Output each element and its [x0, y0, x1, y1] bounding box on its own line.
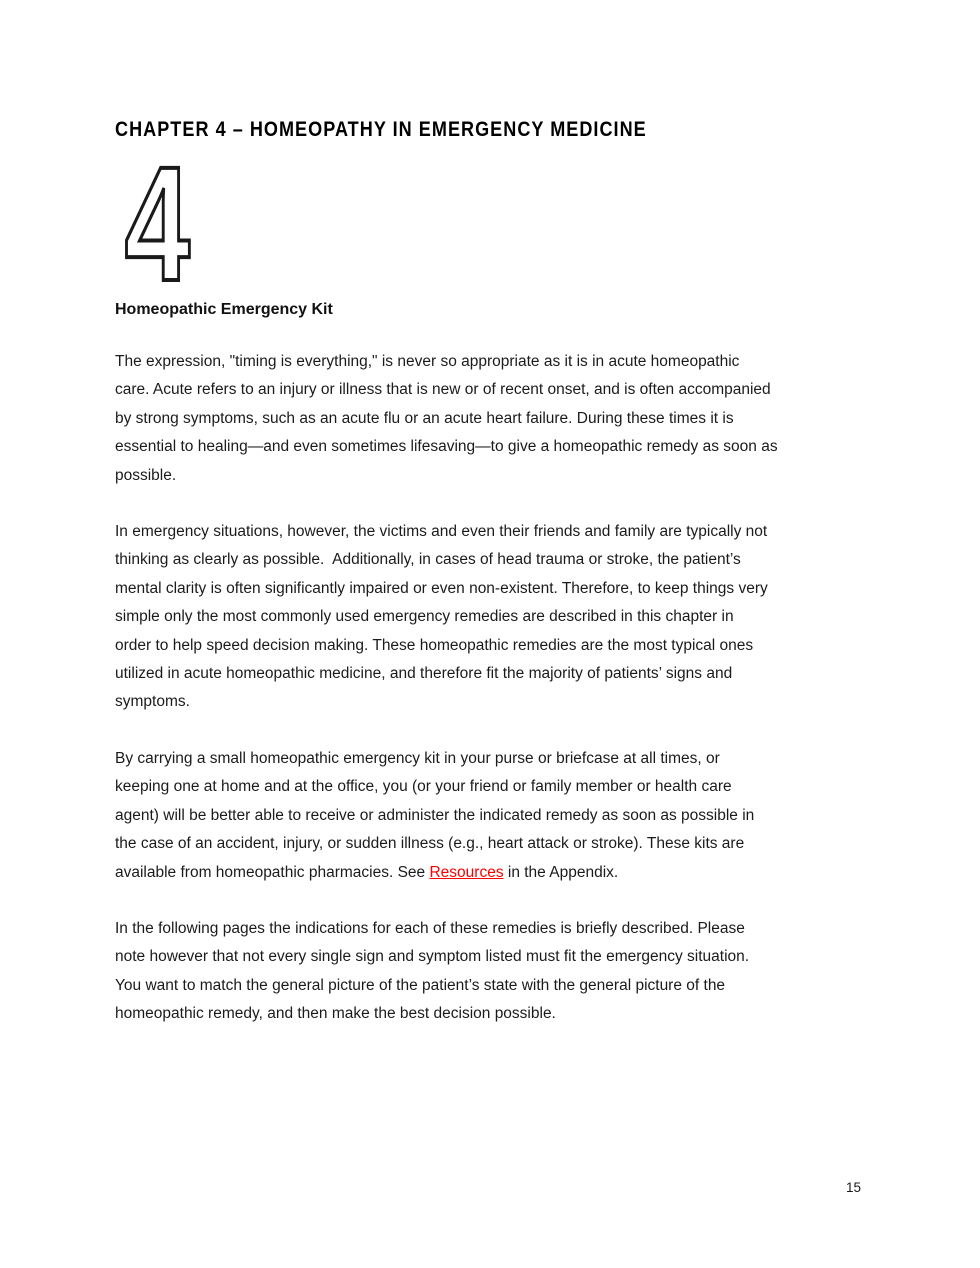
- text-line: the case of an accident, injury, or sudden illness (e.g., heart attack or stroke). These kits are: [115, 835, 745, 853]
- resources-link[interactable]: Resources: [429, 863, 504, 881]
- body-paragraphs: [115, 348, 867, 1029]
- text-line: order to help speed decision making. These homeopathic remedies are the most typical ones: [115, 636, 754, 654]
- paragraph-4: [115, 915, 867, 1029]
- chapter-numeral: [112, 162, 867, 284]
- text-line: thinking as clearly as possible. Additionally, in cases of head trauma or stroke, the patient’s: [115, 551, 741, 569]
- text-line: available from homeopathic pharmacies. See Resources in the Appendix.: [115, 863, 619, 881]
- section-subheading: Homeopathic Emergency Kit: [115, 301, 333, 318]
- outlined-numeral-graphic: [112, 162, 206, 284]
- text-line: utilized in acute homeopathic medicine, and therefore fit the majority of patients’ signs and: [115, 665, 733, 683]
- text-line: In the following pages the indications for each of these remedies is briefly described. Please: [115, 919, 745, 937]
- text-line: essential to healing—and even sometimes lifesaving—to give a homeopathic remedy as soon as: [115, 438, 778, 456]
- text-line: possible.: [115, 466, 177, 484]
- text-line: mental clarity is often significantly impaired or even non-existent. Therefore, to keep things very: [115, 579, 768, 597]
- page-number: 15: [846, 1180, 862, 1195]
- text-line: note however that not every single sign and symptom listed must fit the emergency situation.: [115, 948, 750, 966]
- text-line: You want to match the general picture of the patient’s state with the general picture of the: [115, 976, 726, 994]
- text-line: care. Acute refers to an injury or illness that is new or of recent onset, and is often accompanied: [115, 381, 771, 399]
- paragraph-1: [115, 348, 867, 490]
- text-line: By carrying a small homeopathic emergency kit in your purse or briefcase at all times, or: [115, 749, 720, 767]
- text-line: symptoms.: [115, 693, 190, 711]
- page-content: [115, 118, 867, 1029]
- text-line: In emergency situations, however, the victims and even their friends and family are typically not: [115, 523, 768, 541]
- text-line: simple only the most commonly used emergency remedies are described in this chapter in: [115, 608, 734, 626]
- text-line: homeopathic remedy, and then make the best decision possible.: [115, 1005, 556, 1023]
- svg-text:4: 4: [124, 162, 190, 284]
- text-line: The expression, "timing is everything," is never so appropriate as it is in acute homeopathic: [115, 353, 740, 370]
- text-line: by strong symptoms, such as an acute flu or an acute heart failure. During these times it is: [115, 409, 734, 427]
- text-line: keeping one at home and at the office, you (or your friend or family member or health care: [115, 778, 732, 796]
- paragraph-3: [115, 745, 867, 887]
- chapter-title: CHAPTER 4 – HOMEOPATHY IN EMERGENCY MEDICINE: [115, 118, 647, 141]
- text-line: agent) will be better able to receive or administer the indicated remedy as soon as possible in: [115, 806, 755, 824]
- paragraph-2: [115, 518, 867, 717]
